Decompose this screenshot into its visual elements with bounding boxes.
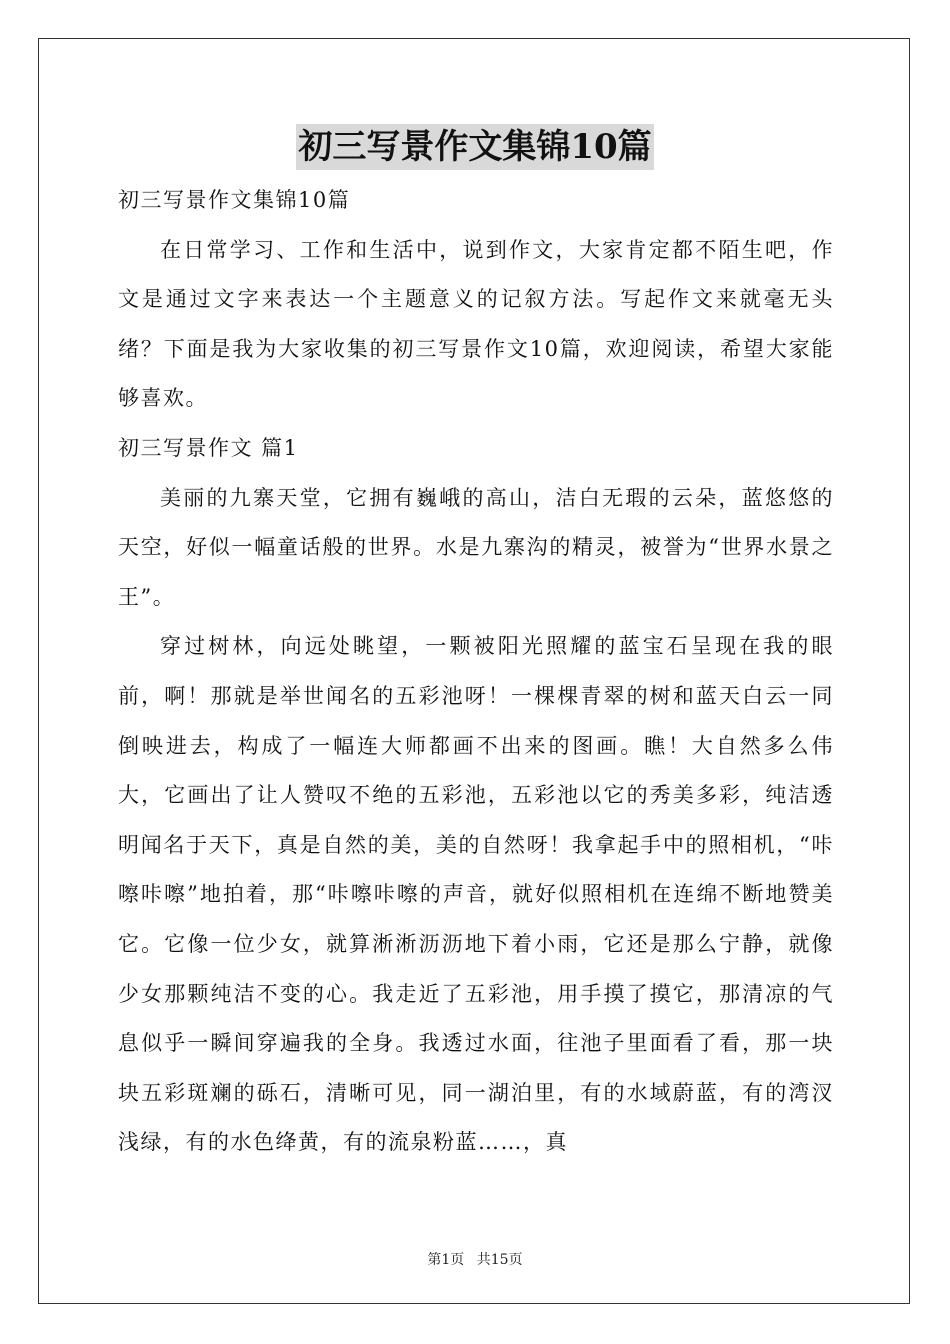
- page-total: 共15页: [476, 1252, 523, 1268]
- document-body: [118, 176, 834, 1168]
- section-heading: 初三写景作文 篇1: [118, 435, 299, 460]
- title-wrap: [0, 124, 950, 170]
- intro-paragraph: 在日常学习、工作和生活中，说到作文，大家肯定都不陌生吧，作文是通过文字来表达一个主题意义的记叙方法。写起作文来就毫无头绪？下面是我为大家收集的初三写景作文10篇，欢迎阅读，希望大家能够喜欢。: [118, 237, 834, 411]
- page-number: 第1页: [427, 1252, 465, 1268]
- body-paragraph: 美丽的九寨天堂，它拥有巍峨的高山，洁白无瑕的云朵，蓝悠悠的天空，好似一幅童话般的世界。水是九寨沟的精灵，被誉为“世界水景之王”。: [118, 485, 834, 609]
- document-title: 初三写景作文集锦10篇: [296, 124, 653, 170]
- page-footer: [0, 1250, 950, 1270]
- body-paragraph: 穿过树林，向远处眺望，一颗被阳光照耀的蓝宝石呈现在我的眼前，啊！那就是举世闻名的五彩池呀！一棵棵青翠的树和蓝天白云一同倒映进去，构成了一幅连大师都画不出来的图画。瞧！大自然多么伟大，它画出了让人赞叹不绝的五彩池，五彩池以它的秀美多彩，纯洁透明闻名于天下，真是自然的美，美的自然呀！我拿起手中的照相机，“咔嚓咔嚓”地拍着，那“咔嚓咔嚓的声音，就好似照相机在连绵不断地赞美它。它像一位少女，就算淅淅沥沥地下着小雨，它还是那么宁静，就像少女那颗纯洁不变的心。我走近了五彩池，用手摸了摸它，那清凉的气息似乎一瞬间穿遍我的全身。我透过水面，往池子里面看了看，那一块块五彩斑斓的砾石，清晰可见，同一湖泊里，有的水域蔚蓝，有的湾汊浅绿，有的水色绛黄，有的流泉粉蓝……，真: [118, 634, 834, 1155]
- document-subtitle: 初三写景作文集锦10篇: [118, 188, 351, 212]
